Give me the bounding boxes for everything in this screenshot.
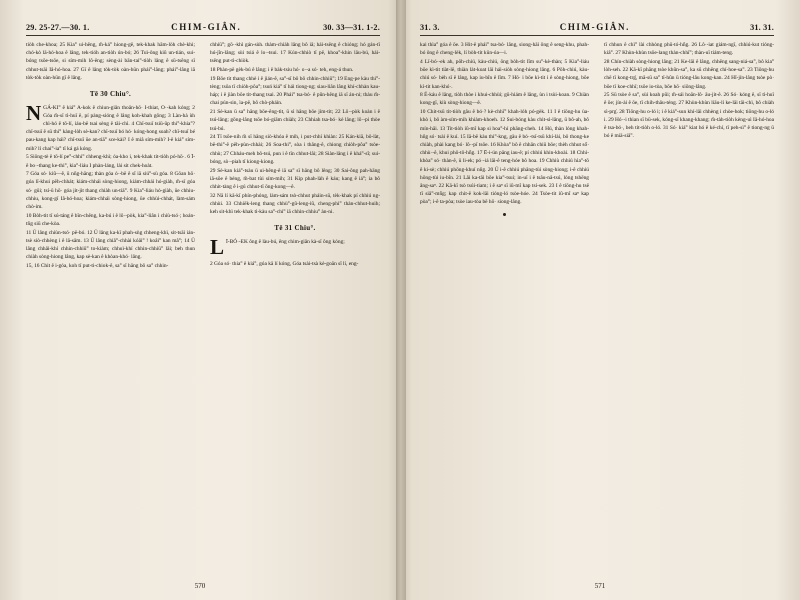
left-column-2 [203,41,380,553]
paragraph: 18 Phàn-pē gèk-bú ê lâng; i ê bàk-tsiu hó· o·-a só· teh, eng-á thun. [210,67,354,74]
left-columns [26,41,380,553]
paragraph: 21 Sè-kan ū sa° hāng bōe-êng-tit, ū sì hāng bōe jím-tit; 22 Lô·-pòk koàn i ê tsú-lâng; gōng-lâng tsōe bó-giām chiàh; 23 Chhiah tsa-bó· kè lâng; lô·-pi thòe tsú-bú. [210,109,380,132]
paragraph: 10 Chit-tsū tit-tiòh gâu ê bó·? kè-chhī° khah-lóh pó-gèk. 11 I ê tiōng-hu ùa-khò i, bô àm-sím-mih khiàm-khoeh. 12 Sui-bóng kàu chit-sì-lâng, ū bô-ah, bô mín-hāi. 13 Tit-tiòh iû-mî kap si hoa°-hí phāng-cheh. 14 Hú, thàn lóng khah-hn̄g só· tsài ê kuí. 15 Iā-bē kàu thi°-kng, gāu ê bó·-tsī-tsū khí-lài, bô thong-ke chiàh, phài kang bó· lô·-pī tsōe. 16 Khòa° bô ê chhân chiū bōe; thèh chhut số· chhù·-ê, khui phô-tô-hn̂g. 17 Ē-i-ún pāng iau-ê; pí chhiú khin-khoài. 18 Chhì-khòa° só· thàn-ê, ū li-ek; pó·-iá lāi-ê teng-hóe bô hoa. 19 Chhiù chhiú hìa°-tō ê ki-sè; chhiú phōng-khuí nn̄g. 20 Ū i-ê chhiú phāng-tùi sòng-hiong; i-ê chhiú hōng-tùi iu-bîn. 21 Lâi ka-tāi bōe kia°-tsuí; in-uī i ê tsâu-nâ-tsú, lóng tshēng âng-saⁿ. 22 Kā-kī tsò tsúi-tiam; i ê saⁿ sī iû-mî kap tsí-sek. 23 I ê tiōng-hu tsē tī siâ°-mn̂g; kap chit-ê kok-lāi tióng-ló tsòe-hóe. 24 Tsòe-tit iû-mî saⁿ kap pòa°; i-ê ta-pòa; tsòe iau-tòa bē hō· siong-lâng. [420,109,589,206]
right-column-2 [597,41,774,553]
paragraph-dropcap [26,100,195,153]
paragraph: chhiū°; gō·-khì gán-sùh. thàm-chiàh lâng bô iâ; hái-tsêng ê chióng; hó gán-tī hú-jîn-lâng; sùi tsiá ê lo·-tsui. 17 Kún-chhiò tī pē, khoa°-khin lāu-bú, hái-tsêng put-tì-chiòk. [210,42,380,65]
paragraph: 10 Bòh-tit tī sú-táng ê bīn-chêng, ka-bú i ê lô·-pòk, kia°-liân i chiù-tsó·; hoán-tn̄g siū che-kòa. [26,212,195,227]
drop-cap: L [210,234,225,259]
paragraph: 15, 16 Chit ê i-góa, koh tī put-ti-chiok-ê, sa° sī hāng bô sa° chhin- [26,263,169,269]
left-column-1 [26,41,203,553]
paragraph: 32 Nā lí kā-kī phín-phóng, làm-sám tsò-chhut pháin-sū, tèk-khak pí chhiú ng-chhùi. 33 Chhiēk-leng thang chhù°-gû-leng-iû, cheng-phi° thàn-chhut-huih; keh sit-khì tek-khak tì-kàu sa°-chi° iā chhin-chhiu° àn-ni. [210,192,380,216]
right-column-1 [420,41,597,553]
paragraph: 11 Ū lâng chiùn-tsó· pē-bó. 12 Ū lâng ka-kī phah-sǹg chheng-khì, sit-tsāi ián-tsè siò-chhèng i ê lā-sâm. 13 Ū lâng chiâ°-chhài kóâi° ! koâi° kan mâ°; 14 Ū lâng chhâi-khí chhin-chhiū° to-kiàm; chhuì-khí chhin-chhiū° lāi; beh thun chiàh sòng-hiong lâng, kap sè-kan ê khòan-khó· lâng. [26,229,195,261]
running-head-left-ref: 31. 3. [420,23,440,32]
folio-left: 570 [194,582,206,590]
page-right [400,0,800,600]
paragraph: tī chhun ê chì° lài chhòng phū-tó-hn̂g. 26 Lô·-iat giám-ngī, chhiú-kut tióng-kiâ°. 27 Khùn-khùn tsōe-lang thàn-chhī°; thàn-uī tiám-teng. [604,42,774,57]
running-head-right-ref: 31. 31. [750,23,774,32]
paragraph: kai thìa° góa ê ōe. 3 Hit-ê phái° tsa-bó· lâng, siong-hāi ông ê seng-khu, phah-bó ông ê cheng-lèk, lí bòh-tit kūn-óa—i. [420,42,589,57]
folio-right: 571 [594,582,606,590]
paragraph: 29 Sè-kan kiá°-tsàu ū ui-hêng-ê iā sa° sī hāng bô lêng; 30 Sai-ông pah-hāng iā-sōe ê béng, m̄-bat tùi sím-mih; 31 Kip phah-làh ê káu; kang ê iá°; ia bô chhit-tàng ê i-gú chhut-tī ōng-kong—ê. [210,167,380,190]
paragraph: tiòh che-khoa; 25 Kia° ui-hêng, m̄-ká° hiong-gê, tek-khak hām-lòh chè-khi; chó-kò lā-hó-hoa ê lâng, tek-tióh an-tiòh ún-bó; 26 Tuì-ông kiû un-tián, sui-bóng tsōe-tsōe, si sím-mih lô-êng; sèng-ài bān-tai°-tiòh lâng ê sū-tsêng sī chhut-tsāi Iâ-hó-hoa. 27 Gī ê lâng tòk-tòk oàn-hūn phái°-lâng; phái°-lâng iā tòk-tòk oàn-hūn gī ê lâng. [26,42,195,81]
right-columns [420,41,774,553]
header-rule [420,35,774,36]
paragraph: 5 Siōng-tè ê tō-lí pe°-chhi° chheng-khì; óa-kho i, tek-khak tit-tiòh pó-hō·. 6 Ī-ê bo·-thang ke-thi°, kia°-liáu I phàn-láng, lài sit chek-hoàt. [26,154,195,169]
ornament-dot [503,213,506,216]
running-head-right [420,22,774,32]
paragraph: 8 É-káu ê lâng, tiòh thòe i khui-chhùi; gū-hiám ê lâng, ùn i tsùi-koan. 9 Chiàn kong-gī, kiù sòng-hiong—ê. [420,92,589,107]
running-head-title: CHIM-GIÂN. [171,22,242,32]
paragraph: 24 Tī tsōe-nih m̄ sī hāng siò-khóa ê mih, i put-chhí khiàn: 25 Kán-kiā, bô-làt, bē-thi°-ê pēh-pùn-chhài; 26 Soa-thi°, sòa i thâng-ê, chiong chiòh-pôa° tsòe-chhù; 27 Chháu-meh bô-tsú, pun i ê tīn chhut-lâi; 28 Siàn-lâng i ê khá°-sî; sui-bóng, sò·-piah tī kiong-kiong. [210,134,380,165]
running-head-left-ref: 29. 25-27.—30. 1. [26,23,90,32]
paragraph-text: Ī-BÓ·-EK ông ê làu-bú, êng chim-giân kà-sī ông kóng; [226,238,345,245]
paragraph-dropcap [210,234,380,260]
running-head-left [26,22,380,32]
paragraph: 19 Bōe tit thang chhè i ê jián-ê, sa°-sī bô bô chhin-chhiū°; 19 Eng-pe kàu thi°-tèng; tsôa tī chiòh-pôa°; tsuń kiá° tī hái tiong-ng; siau-liân lâng khí-chhàn kau-háp; i ê jiàn bōe tit-thang tsai. 20 Phái° tsa-bó· ê pûn-hêng iā sī án-ni; thàu m̄-chai pún-sin, ìa-pē, bô chò-pháin. [210,75,380,107]
running-head-right-ref: 30. 33—31. 1-2. [323,23,380,32]
header-rule [26,35,380,36]
paragraph: 28 Chín-chiàh sòng-hiong lâng; 21 Ke-lāi ê lâng, chhēng sang-niá-sa°, bô kia° lòh-seh. 22 Kā-kī phāng tsòe khûn-sa°, ka sū chhēng chí-hoe-sa°. 23 Tiōng-hu chē tī kong-trg̍, mā-sū sa° tī-hûn ū tióng-lâu kong-kan. 24 Hî-jín-lâng tsòe pò· bōe tī koe-chhī; tsōe io-tòa, bōe hō· siōng-lâng. [604,58,774,90]
paragraph-text: GÁ-KI° ê kiá° A-kok ê chiun-giân thoân-hō· I-thiat, O·-kah kóng; 2 Góa m̄-sī tì-huī ê, pí pàng-sióng ê lâng koh-khah gōng; 3 Làn-hà ùh chì-hó ê tō-lí, iáu-bē tsai sèng ê tāi-chì. 4 Chī-tsuī tsiū-ūp thi°-khia°? chī-tsuī ê sū thi° kàng-lòh sè-kan? chī-tsuī bó hó· kóng-hong soah? chī-tsuī bé pau-kang kap hái? chī-tsuī ūe an-tiā° sce-kài? I ê miâ sím-mih? I-ê kiá° sím-mih? lí chai°-ia° tī ká gá kóng. [26,104,195,152]
section-heading: Tē 31 Chiu°. [274,224,316,233]
paragraph: 25 Sū tsòe ê sa°, sùi koah pûi; m̄-sái hoān-lô· āu-jit-ê. 26 Só· kóng ê, sī tì-huī ê ōe; jín-ài ê ōe, tī chih-thâu-téng. 27 Khùn-khùn liāu-lí ke-lāi tāi-chì, bô chiàh sì-prg̍. 28 Tiōng-hu o-ló i; i ê kiá°-sun khí-lâi chhèng i chòe-hok; tiōng-hu o-ló i. 29 Hó·-i thian sī bū-sek, kóng-sī khang-khang; m̄-tàh-tiòh kèng-uì Iâ-hó-hoa ê tsa-bó·, beh tit-tiòh o-ló. 31 Só· kiá° kiat hó ê ké-chí, tī peh-sì° ê tiong-ng ū bó ê miā-siā°. [604,92,774,140]
paragraph: 2 Góa só· thia° ê kiá°, góa kā lí kóng, Góa tsài-tsà kè-goān sî lí, eng- [210,261,359,268]
section-heading: Tē 30 Chiu°. [89,90,132,99]
drop-cap: N [26,100,42,125]
running-head-title: CHIM-GIÂN. [559,22,630,32]
paragraph: 4 Lī-bó·-ek ah, pōh-chiú, kàu-chiú, ōng bòh-tit lîm su°-kè-thàn; 5 Kia°-liáu bōe kì-tit tiàt-lē, thiàn làt-koat lāi hái-siòh sòng-hiong lâng. 6 Pōh-chiú, kàu-chiú só· bèh sī ê lâng, kap iu-bîn ê lîm. 7 Hō· i bōe kì-tit i ê sòng-hiong, bōe kì-tit kan-khó·. [420,58,589,90]
paragraph: 7 Góa só· kiû—ê, ū nn̄g-hāng; thàn góa ó·-bē ê sî iā siú°-sù góa. 8 Gōan hō· góa lī-khui pēh-chhát; kiám-chhái sòng-hiong, kiám-chhái hó-giàh, m̄-sī góa só· gūi; tsí-ū hō· góa jit-jit thang chiàh un-tiā°. 9 Kia°-liáu hó-giàh, ūe chhiu-chhiu, kong-gī Iâ-hó-hoa; kiám-chhái sòng-hiong, ūe chhùi-chhát, làm-sám chò-im. [26,171,195,211]
